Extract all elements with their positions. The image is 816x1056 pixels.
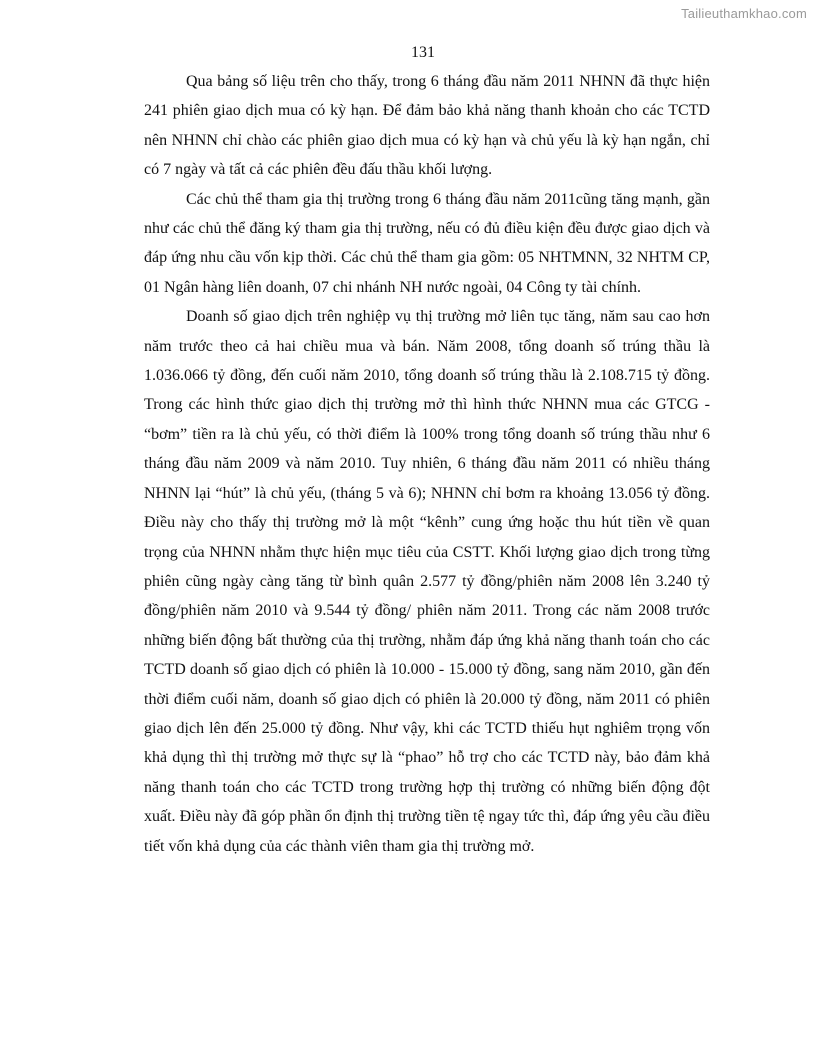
paragraph-3: Doanh số giao dịch trên nghiệp vụ thị trường mở liên tục tăng, năm sau cao hơn năm trước theo cả hai chiều mua và bán. Năm 2008, tổng doanh số trúng thầu là 1.036.066 tỷ đồng, đến cuối năm 2010, tổng doanh số trúng thầu là 2.108.715 tỷ đồng. Trong các hình thức giao dịch thị trường mở thì hình thức NHNN mua các GTCG - “bơm” tiền ra là chủ yếu, có thời điểm là 100% trong tổng doanh số trúng thầu như 6 tháng đầu năm 2009 và năm 2010. Tuy nhiên, 6 tháng đầu năm 2011 có nhiều tháng NHNN lại “hút” là chủ yếu, (tháng 5 và 6); NHNN chỉ bơm ra khoảng 13.056 tỷ đồng. Điều này cho thấy thị trường mở là một “kênh” cung ứng hoặc thu hút tiền về quan trọng của NHNN nhằm thực hiện mục tiêu của CSTT. Khối lượng giao dịch trong từng phiên cũng ngày càng tăng từ bình quân 2.577 tỷ đồng/phiên năm 2008 lên 3.240 tỷ đồng/phiên năm 2010 và 9.544 tỷ đồng/ phiên năm 2011. Trong các năm 2008 trước những biến động bất thường của thị trường, nhằm đáp ứng khả năng thanh toán cho các TCTD doanh số giao dịch có phiên là 10.000 - 15.000 tỷ đồng, sang năm 2010, gần đến thời điểm cuối năm, doanh số giao dịch có phiên là 20.000 tỷ đồng, năm 2011 có phiên giao dịch lên đến 25.000 tỷ đồng. Như vậy, khi các TCTD thiếu hụt nghiêm trọng vốn khả dụng thì thị trường mở thực sự là “phao” hỗ trợ cho các TCTD này, bảo đảm khả năng thanh toán cho các TCTD trong trường hợp thị trường có những biến động đột xuất. Điều này đã góp phần ổn định thị trường tiền tệ ngay tức thì, đáp ứng yêu cầu điều tiết vốn khả dụng của các thành viên tham gia thị trường mở. [144, 308, 710, 855]
watermark-text: Tailieuthamkhao.com [681, 6, 807, 21]
document-body [144, 67, 710, 861]
page-number: 131 [411, 44, 435, 61]
paragraph-1: Qua bảng số liệu trên cho thấy, trong 6 tháng đầu năm 2011 NHNN đã thực hiện 241 phiên giao dịch mua có kỳ hạn. Để đảm bảo khả năng thanh khoản cho các TCTD nên NHNN chỉ chào các phiên giao dịch mua có kỳ hạn và chủ yếu là kỳ hạn ngắn, chỉ có 7 ngày và tất cả các phiên đều đấu thầu khối lượng. [144, 73, 710, 179]
paragraph-2: Các chủ thể tham gia thị trường trong 6 tháng đầu năm 2011cũng tăng mạnh, gần như các chủ thể đăng ký tham gia thị trường, nếu có đủ điều kiện đều được giao dịch và đáp ứng nhu cầu vốn kịp thời. Các chủ thể tham gia gồm: 05 NHTMNN, 32 NHTM CP, 01 Ngân hàng liên doanh, 07 chi nhánh NH nước ngoài, 04 Công ty tài chính. [144, 190, 710, 296]
